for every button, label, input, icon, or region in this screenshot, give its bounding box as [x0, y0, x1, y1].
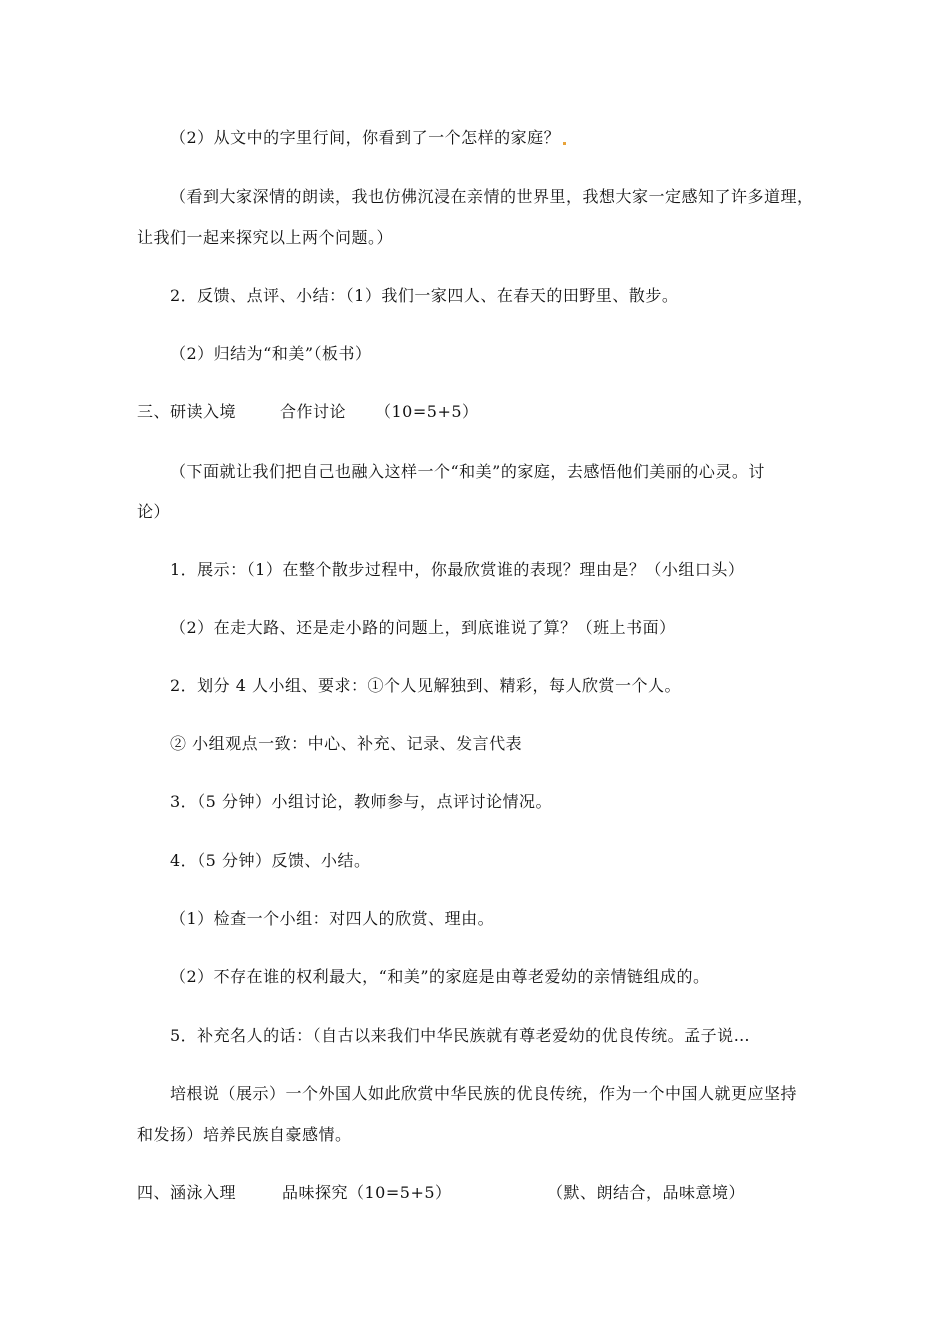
summary-line: （2）归结为“和美”（板书）	[170, 344, 372, 363]
item-2-line: 2．划分 4 人小组、要求：①个人见解独到、精彩，每人欣赏一个人。	[170, 676, 682, 695]
item-3-line: 3．（5 分钟）小组讨论，教师参与，点评讨论情况。	[170, 792, 552, 811]
item-1-sub-2: （2）在走大路、还是走小路的问题上，到底谁说了算？（班上书面）	[170, 618, 676, 637]
section-3-time: （10=5+5）	[375, 402, 479, 421]
annotation-mark	[563, 142, 566, 145]
item-5-continuation-1: 培根说（展示）一个外国人如此欣赏中华民族的优良传统，作为一个中国人就更应坚持	[170, 1084, 798, 1103]
item-4-line: 4．（5 分钟）反馈、小结。	[170, 851, 371, 870]
item-2-sub: ② 小组观点一致：中心、补充、记录、发言代表	[170, 734, 523, 753]
section-4-note: （默、朗结合，品味意境）	[547, 1183, 746, 1202]
section-4-subtitle: 品味探究（10=5+5）	[282, 1183, 452, 1202]
section-4-heading: 四、涵泳入理	[137, 1183, 237, 1202]
section-3-intro-line-1: （下面就让我们把自己也融入这样一个“和美”的家庭，去感悟他们美丽的心灵。讨	[170, 462, 765, 481]
item-4-sub-1: （1）检查一个小组：对四人的欣赏、理由。	[170, 909, 495, 928]
item-5-line: 5．补充名人的话：（自古以来我们中华民族就有尊老爱幼的优良传统。孟子说…	[170, 1026, 751, 1045]
section-3-heading: 三、研读入境	[137, 402, 237, 421]
paragraph-intro-line-1: （看到大家深情的朗读，我也仿佛沉浸在亲情的世界里，我想大家一定感知了许多道理，	[170, 187, 814, 206]
text-span: （2）从文中的字里行间，你看到了一个怎样的家庭？	[170, 128, 561, 147]
paragraph-intro-line-2: 让我们一起来探究以上两个问题。）	[137, 228, 394, 247]
item-5-continuation-2: 和发扬）培养民族自豪感情。	[137, 1125, 352, 1144]
question-2-text	[170, 128, 566, 148]
section-3-subtitle: 合作讨论	[280, 402, 347, 421]
item-4-sub-2: （2）不存在谁的权利最大，“和美”的家庭是由尊老爱幼的亲情链组成的。	[170, 967, 710, 986]
item-1-line: 1．展示：（1）在整个散步过程中，你最欣赏谁的表现？理由是？（小组口头）	[170, 560, 745, 579]
feedback-line: 2．反馈、点评、小结：（1）我们一家四人、在春天的田野里、散步。	[170, 286, 679, 305]
section-3-intro-line-2: 论）	[137, 502, 171, 521]
